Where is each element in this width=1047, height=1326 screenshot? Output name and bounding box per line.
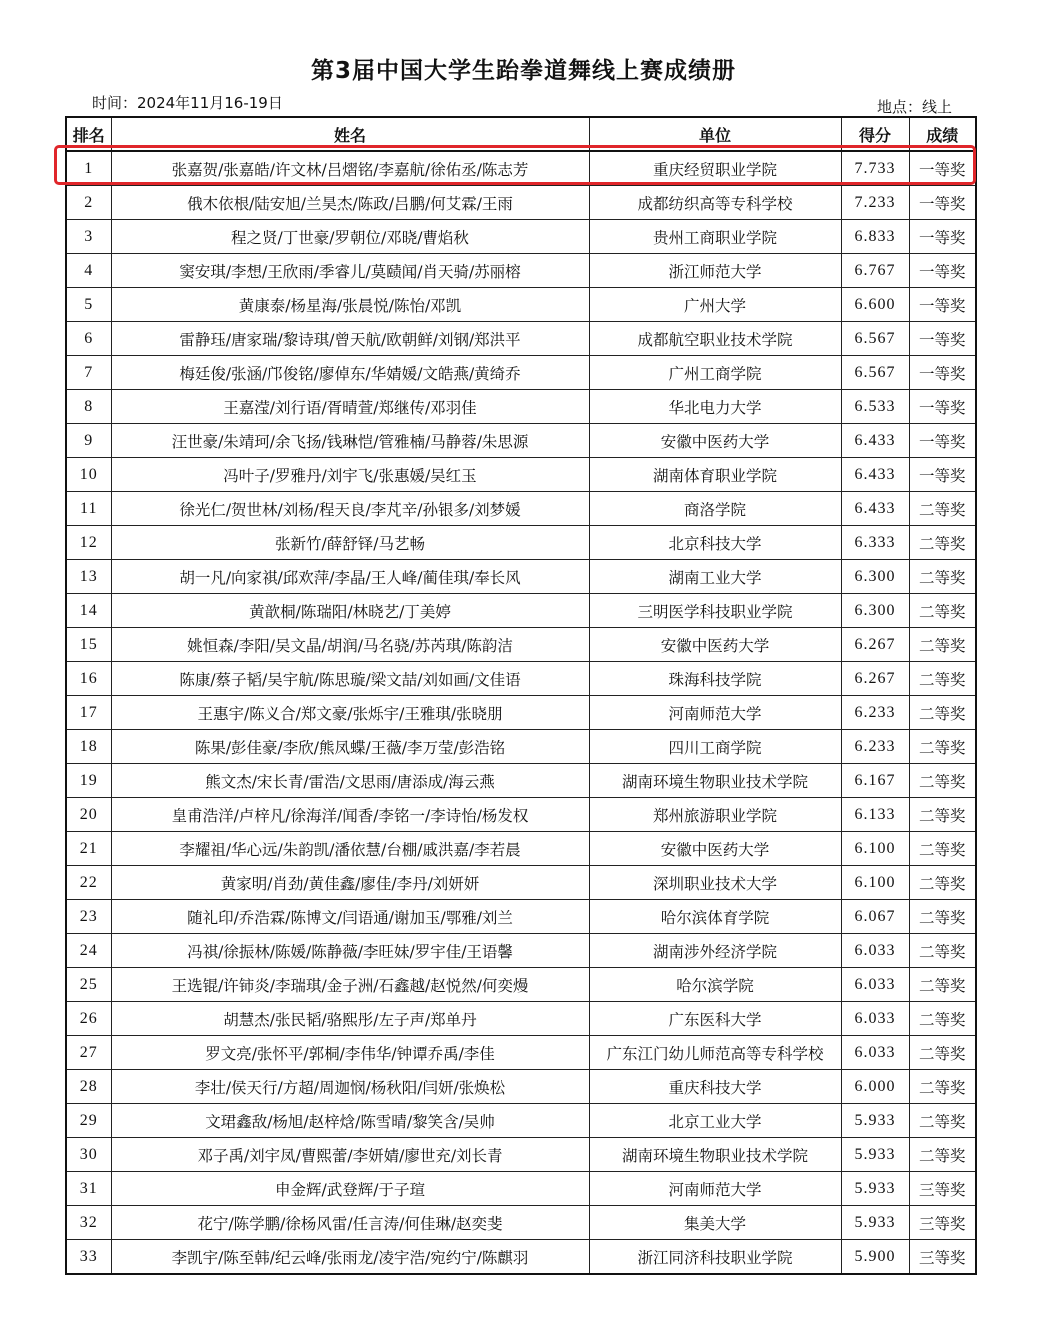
score-cell: 6.567 (841, 356, 909, 390)
column-header-award: 成绩 (909, 117, 976, 151)
score-cell: 6.333 (841, 526, 909, 560)
table-row (66, 594, 976, 628)
table-row (66, 730, 976, 764)
score-cell: 6.000 (841, 1070, 909, 1104)
unit-cell: 湖南环境生物职业技术学院 (589, 764, 841, 798)
table-row (66, 1138, 976, 1172)
unit-cell: 河南师范大学 (589, 1172, 841, 1206)
unit-cell: 成都航空职业技术学院 (589, 322, 841, 356)
unit-cell: 湖南工业大学 (589, 560, 841, 594)
table-row (66, 254, 976, 288)
award-cell: 一等奖 (909, 220, 976, 254)
score-cell: 6.300 (841, 560, 909, 594)
names-cell: 王选锟/许铈炎/李瑞琪/金子洲/石鑫越/赵悦然/何奕熳 (111, 968, 589, 1002)
rank-cell: 17 (66, 696, 111, 730)
unit-cell: 成都纺织高等专科学校 (589, 186, 841, 220)
table-row (66, 356, 976, 390)
column-header-score: 得分 (841, 117, 909, 151)
award-cell: 一等奖 (909, 254, 976, 288)
unit-cell: 浙江同济科技职业学院 (589, 1240, 841, 1275)
table-row (66, 628, 976, 662)
score-cell: 6.233 (841, 696, 909, 730)
unit-cell: 贵州工商职业学院 (589, 220, 841, 254)
score-cell: 6.533 (841, 390, 909, 424)
names-cell: 冯叶子/罗雅丹/刘宇飞/张惠媛/吴红玉 (111, 458, 589, 492)
unit-cell: 安徽中医药大学 (589, 832, 841, 866)
award-cell: 二等奖 (909, 730, 976, 764)
table-row (66, 900, 976, 934)
award-cell: 二等奖 (909, 696, 976, 730)
names-cell: 汪世豪/朱靖珂/余飞扬/钱琳恺/管雅楠/马静蓉/朱思源 (111, 424, 589, 458)
unit-cell: 商洛学院 (589, 492, 841, 526)
names-cell: 邓子禹/刘宇凤/曹熙蕾/李妍婧/廖世充/刘长青 (111, 1138, 589, 1172)
rank-cell: 27 (66, 1036, 111, 1070)
rank-cell: 26 (66, 1002, 111, 1036)
rank-cell: 9 (66, 424, 111, 458)
rank-cell: 11 (66, 492, 111, 526)
rank-cell: 3 (66, 220, 111, 254)
score-cell: 6.433 (841, 458, 909, 492)
award-cell: 二等奖 (909, 934, 976, 968)
rank-cell: 2 (66, 186, 111, 220)
names-cell: 皇甫浩洋/卢梓凡/徐海洋/闻香/李铭一/李诗怡/杨发权 (111, 798, 589, 832)
event-place: 地点：线上 (876, 98, 952, 116)
table-row (66, 390, 976, 424)
score-cell: 6.767 (841, 254, 909, 288)
award-cell: 二等奖 (909, 798, 976, 832)
rank-cell: 18 (66, 730, 111, 764)
rank-cell: 24 (66, 934, 111, 968)
score-cell: 6.100 (841, 832, 909, 866)
unit-cell: 广东江门幼儿师范高等专科学校 (589, 1036, 841, 1070)
rank-cell: 15 (66, 628, 111, 662)
rank-cell: 23 (66, 900, 111, 934)
rank-cell: 28 (66, 1070, 111, 1104)
names-cell: 胡慧杰/张民韬/骆熙彤/左子声/郑单丹 (111, 1002, 589, 1036)
names-cell: 黄康泰/杨星海/张晨悦/陈怡/邓凯 (111, 288, 589, 322)
score-cell: 6.033 (841, 968, 909, 1002)
score-cell: 7.733 (841, 151, 909, 186)
names-cell: 李凯宇/陈至韩/纪云峰/张雨龙/凌宇浩/宛约宁/陈麒羽 (111, 1240, 589, 1275)
table-row (66, 151, 976, 186)
award-cell: 一等奖 (909, 390, 976, 424)
rank-cell: 4 (66, 254, 111, 288)
unit-cell: 重庆经贸职业学院 (589, 151, 841, 186)
unit-cell: 浙江师范大学 (589, 254, 841, 288)
award-cell: 二等奖 (909, 492, 976, 526)
names-cell: 陈果/彭佳豪/李欣/熊凤蝶/王薇/李万莹/彭浩铭 (111, 730, 589, 764)
names-cell: 姚恒森/李阳/吴文晶/胡润/马名骁/苏芮琪/陈韵洁 (111, 628, 589, 662)
unit-cell: 四川工商学院 (589, 730, 841, 764)
award-cell: 一等奖 (909, 322, 976, 356)
names-cell: 花宁/陈学鹏/徐杨风雷/任言涛/何佳琳/赵奕斐 (111, 1206, 589, 1240)
award-cell: 二等奖 (909, 1070, 976, 1104)
rank-cell: 19 (66, 764, 111, 798)
unit-cell: 哈尔滨体育学院 (589, 900, 841, 934)
rank-cell: 16 (66, 662, 111, 696)
rank-cell: 12 (66, 526, 111, 560)
score-cell: 6.267 (841, 662, 909, 696)
table-row (66, 934, 976, 968)
unit-cell: 湖南环境生物职业技术学院 (589, 1138, 841, 1172)
names-cell: 雷静珏/唐家瑞/黎诗琪/曾天航/欧朝鲜/刘钢/郑洪平 (111, 322, 589, 356)
score-cell: 6.033 (841, 934, 909, 968)
award-cell: 二等奖 (909, 764, 976, 798)
score-cell: 6.100 (841, 866, 909, 900)
column-header-names: 姓名 (111, 117, 589, 151)
table-row (66, 458, 976, 492)
score-cell: 6.833 (841, 220, 909, 254)
table-row (66, 424, 976, 458)
table-row (66, 1070, 976, 1104)
rank-cell: 8 (66, 390, 111, 424)
rank-cell: 29 (66, 1104, 111, 1138)
award-cell: 二等奖 (909, 560, 976, 594)
score-cell: 6.067 (841, 900, 909, 934)
rank-cell: 10 (66, 458, 111, 492)
score-cell: 6.133 (841, 798, 909, 832)
names-cell: 张新竹/薛舒铎/马艺畅 (111, 526, 589, 560)
rank-cell: 21 (66, 832, 111, 866)
names-cell: 冯祺/徐振林/陈媛/陈静薇/李旺妹/罗宇佳/王语馨 (111, 934, 589, 968)
rank-cell: 32 (66, 1206, 111, 1240)
results-table (65, 116, 977, 1275)
award-cell: 二等奖 (909, 1104, 976, 1138)
names-cell: 李壮/侯天行/方超/周迦悯/杨秋阳/闫妍/张焕松 (111, 1070, 589, 1104)
score-cell: 5.933 (841, 1206, 909, 1240)
unit-cell: 华北电力大学 (589, 390, 841, 424)
names-cell: 随礼印/乔浩霖/陈博文/闫语通/谢加玉/鄂雅/刘兰 (111, 900, 589, 934)
score-cell: 6.300 (841, 594, 909, 628)
award-cell: 二等奖 (909, 1138, 976, 1172)
names-cell: 徐光仁/贺世林/刘杨/程天良/李芃辛/孙银多/刘梦媛 (111, 492, 589, 526)
award-cell: 二等奖 (909, 1002, 976, 1036)
unit-cell: 湖南涉外经济学院 (589, 934, 841, 968)
table-row (66, 1172, 976, 1206)
names-cell: 熊文杰/宋长青/雷浩/文思雨/唐添成/海云燕 (111, 764, 589, 798)
table-row (66, 186, 976, 220)
award-cell: 二等奖 (909, 900, 976, 934)
award-cell: 一等奖 (909, 151, 976, 186)
unit-cell: 重庆科技大学 (589, 1070, 841, 1104)
table-row (66, 968, 976, 1002)
unit-cell: 广州工商学院 (589, 356, 841, 390)
table-row (66, 288, 976, 322)
document-title: 第3届中国大学生跆拳道舞线上赛成绩册 (310, 58, 736, 84)
unit-cell: 北京科技大学 (589, 526, 841, 560)
rank-cell: 6 (66, 322, 111, 356)
rank-cell: 14 (66, 594, 111, 628)
score-cell: 6.033 (841, 1002, 909, 1036)
score-cell: 6.167 (841, 764, 909, 798)
table-row (66, 1206, 976, 1240)
unit-cell: 安徽中医药大学 (589, 628, 841, 662)
rank-cell: 1 (66, 151, 111, 186)
rank-cell: 31 (66, 1172, 111, 1206)
table-row (66, 866, 976, 900)
names-cell: 俄木依根/陆安旭/兰昊杰/陈政/吕鹏/何艾霖/王雨 (111, 186, 589, 220)
names-cell: 罗文亮/张怀平/郭桐/李伟华/钟谭乔禹/李佳 (111, 1036, 589, 1070)
table-row (66, 1104, 976, 1138)
names-cell: 黄家明/肖劲/黄佳鑫/廖佳/李丹/刘妍妍 (111, 866, 589, 900)
unit-cell: 集美大学 (589, 1206, 841, 1240)
unit-cell: 三明医学科技职业学院 (589, 594, 841, 628)
names-cell: 王惠宇/陈义合/郑文豪/张烁宇/王雅琪/张晓朋 (111, 696, 589, 730)
unit-cell: 深圳职业技术大学 (589, 866, 841, 900)
table-row (66, 220, 976, 254)
award-cell: 一等奖 (909, 186, 976, 220)
table-row (66, 560, 976, 594)
award-cell: 三等奖 (909, 1206, 976, 1240)
names-cell: 窦安琪/李想/王欣雨/季睿儿/莫赜闻/肖天骑/苏丽榕 (111, 254, 589, 288)
unit-cell: 珠海科技学院 (589, 662, 841, 696)
table-row (66, 696, 976, 730)
column-header-unit: 单位 (589, 117, 841, 151)
score-cell: 5.933 (841, 1104, 909, 1138)
table-row (66, 322, 976, 356)
table-row (66, 832, 976, 866)
table-row (66, 492, 976, 526)
score-cell: 6.600 (841, 288, 909, 322)
unit-cell: 广东医科大学 (589, 1002, 841, 1036)
rank-cell: 33 (66, 1240, 111, 1275)
names-cell: 程之贤/丁世豪/罗朝位/邓晓/曹焰秋 (111, 220, 589, 254)
rank-cell: 25 (66, 968, 111, 1002)
names-cell: 陈康/蔡子韬/吴宇航/陈思璇/梁文喆/刘如画/文佳语 (111, 662, 589, 696)
table-row (66, 1240, 976, 1275)
column-header-rank: 排名 (66, 117, 111, 151)
award-cell: 一等奖 (909, 424, 976, 458)
table-header-row (66, 117, 976, 151)
unit-cell: 广州大学 (589, 288, 841, 322)
unit-cell: 郑州旅游职业学院 (589, 798, 841, 832)
names-cell: 李耀祖/华心远/朱韵凯/潘依慧/台棚/戚洪嘉/李若晨 (111, 832, 589, 866)
award-cell: 二等奖 (909, 968, 976, 1002)
names-cell: 张嘉贺/张嘉皓/许文林/吕熠铭/李嘉航/徐佑丞/陈志芳 (111, 151, 589, 186)
award-cell: 三等奖 (909, 1172, 976, 1206)
table-row (66, 662, 976, 696)
names-cell: 黄歆桐/陈瑞阳/林晓艺/丁美婷 (111, 594, 589, 628)
unit-cell: 湖南体育职业学院 (589, 458, 841, 492)
names-cell: 梅廷俊/张涵/邝俊铭/廖倬东/华婧媛/文皓燕/黄绮乔 (111, 356, 589, 390)
table-row (66, 526, 976, 560)
score-cell: 5.933 (841, 1172, 909, 1206)
table-row (66, 764, 976, 798)
score-cell: 6.267 (841, 628, 909, 662)
score-cell: 7.233 (841, 186, 909, 220)
award-cell: 二等奖 (909, 526, 976, 560)
names-cell: 胡一凡/向家祺/邱欢萍/李晶/王人峰/蔺佳琪/奉长风 (111, 560, 589, 594)
names-cell: 申金辉/武登辉/于子瑄 (111, 1172, 589, 1206)
score-cell: 6.033 (841, 1036, 909, 1070)
event-time: 时间：2024年11月16-19日 (92, 94, 283, 112)
award-cell: 二等奖 (909, 594, 976, 628)
score-cell: 5.933 (841, 1138, 909, 1172)
award-cell: 一等奖 (909, 458, 976, 492)
rank-cell: 5 (66, 288, 111, 322)
award-cell: 二等奖 (909, 866, 976, 900)
unit-cell: 河南师范大学 (589, 696, 841, 730)
award-cell: 二等奖 (909, 628, 976, 662)
rank-cell: 30 (66, 1138, 111, 1172)
table-row (66, 1002, 976, 1036)
results-body (66, 151, 976, 1274)
score-cell: 6.433 (841, 492, 909, 526)
score-cell: 6.433 (841, 424, 909, 458)
rank-cell: 22 (66, 866, 111, 900)
rank-cell: 7 (66, 356, 111, 390)
names-cell: 王嘉滢/刘行语/胥晴萱/郑继传/邓羽佳 (111, 390, 589, 424)
score-cell: 5.900 (841, 1240, 909, 1275)
rank-cell: 20 (66, 798, 111, 832)
table-row (66, 798, 976, 832)
score-cell: 6.233 (841, 730, 909, 764)
award-cell: 二等奖 (909, 662, 976, 696)
award-cell: 三等奖 (909, 1240, 976, 1275)
rank-cell: 13 (66, 560, 111, 594)
names-cell: 文珺鑫敌/杨旭/赵梓焓/陈雪晴/黎笑含/吴帅 (111, 1104, 589, 1138)
score-cell: 6.567 (841, 322, 909, 356)
award-cell: 一等奖 (909, 356, 976, 390)
table-row (66, 1036, 976, 1070)
award-cell: 一等奖 (909, 288, 976, 322)
award-cell: 二等奖 (909, 832, 976, 866)
unit-cell: 北京工业大学 (589, 1104, 841, 1138)
unit-cell: 安徽中医药大学 (589, 424, 841, 458)
unit-cell: 哈尔滨学院 (589, 968, 841, 1002)
award-cell: 二等奖 (909, 1036, 976, 1070)
